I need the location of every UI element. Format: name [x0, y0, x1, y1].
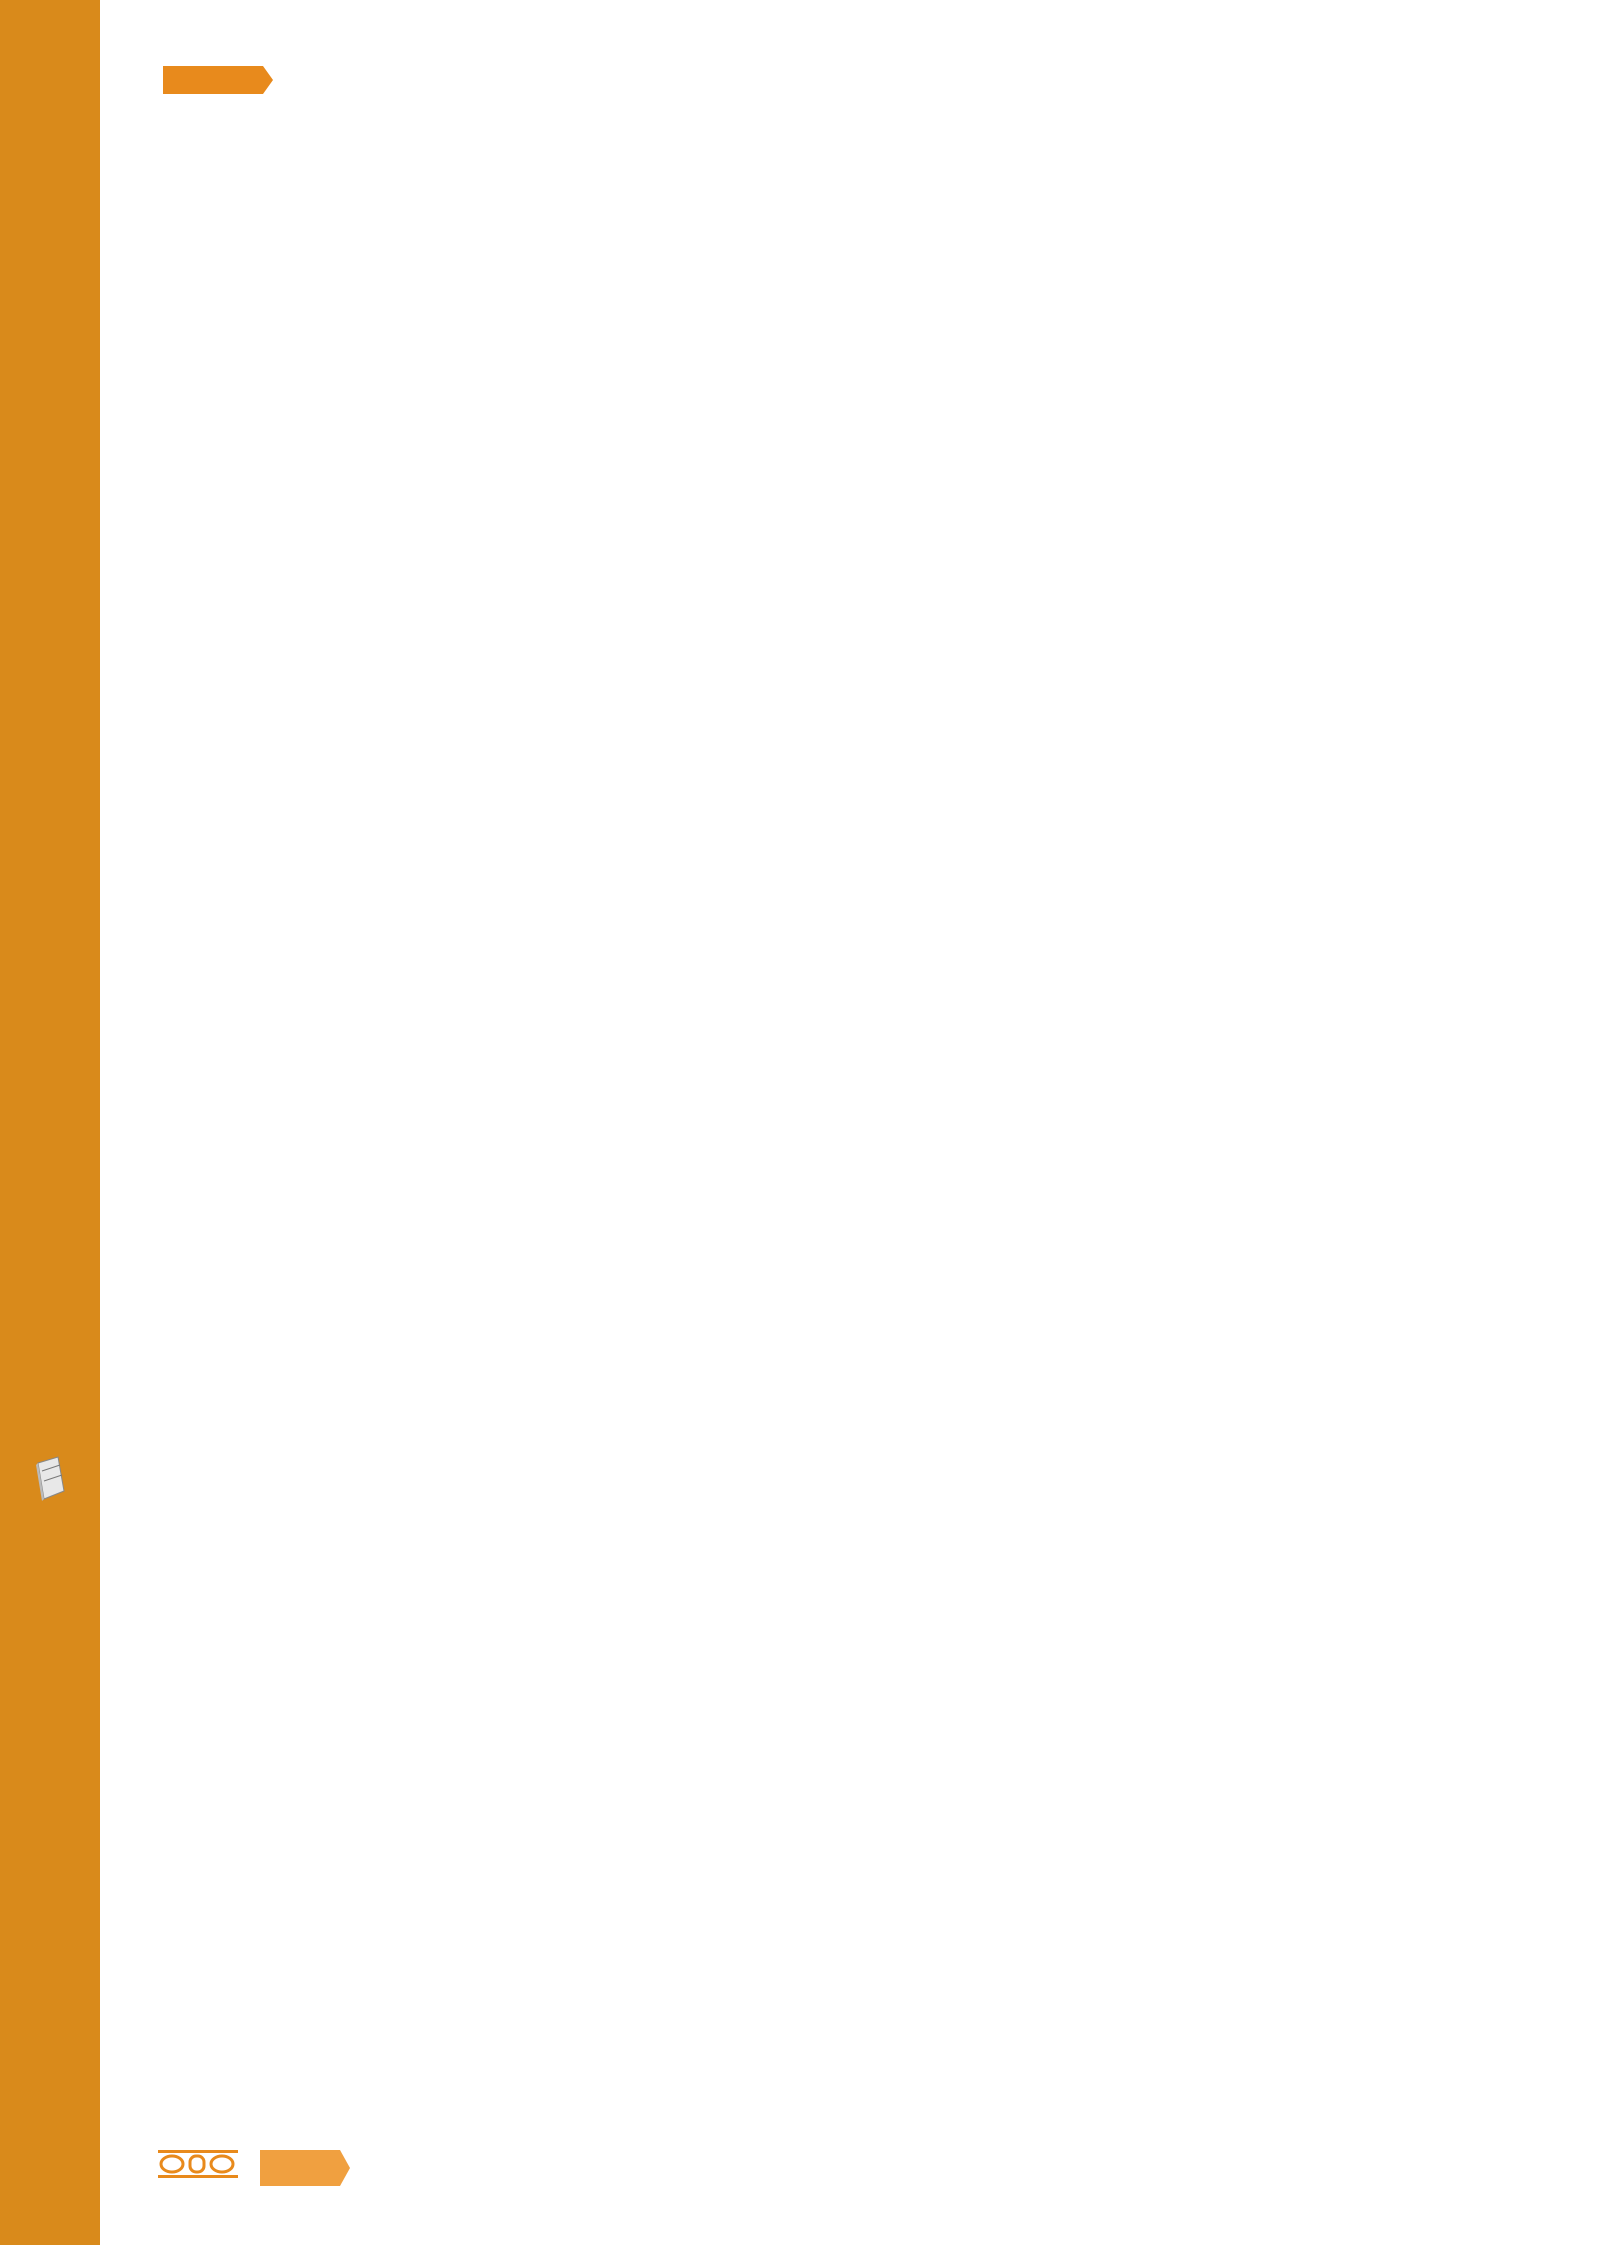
obo-logo [158, 2150, 238, 2178]
channel-product-icon [32, 1455, 68, 1505]
page-number-tab [260, 2150, 350, 2186]
title-arrow-bar [163, 66, 273, 94]
sidebar-stripe [0, 0, 100, 2245]
